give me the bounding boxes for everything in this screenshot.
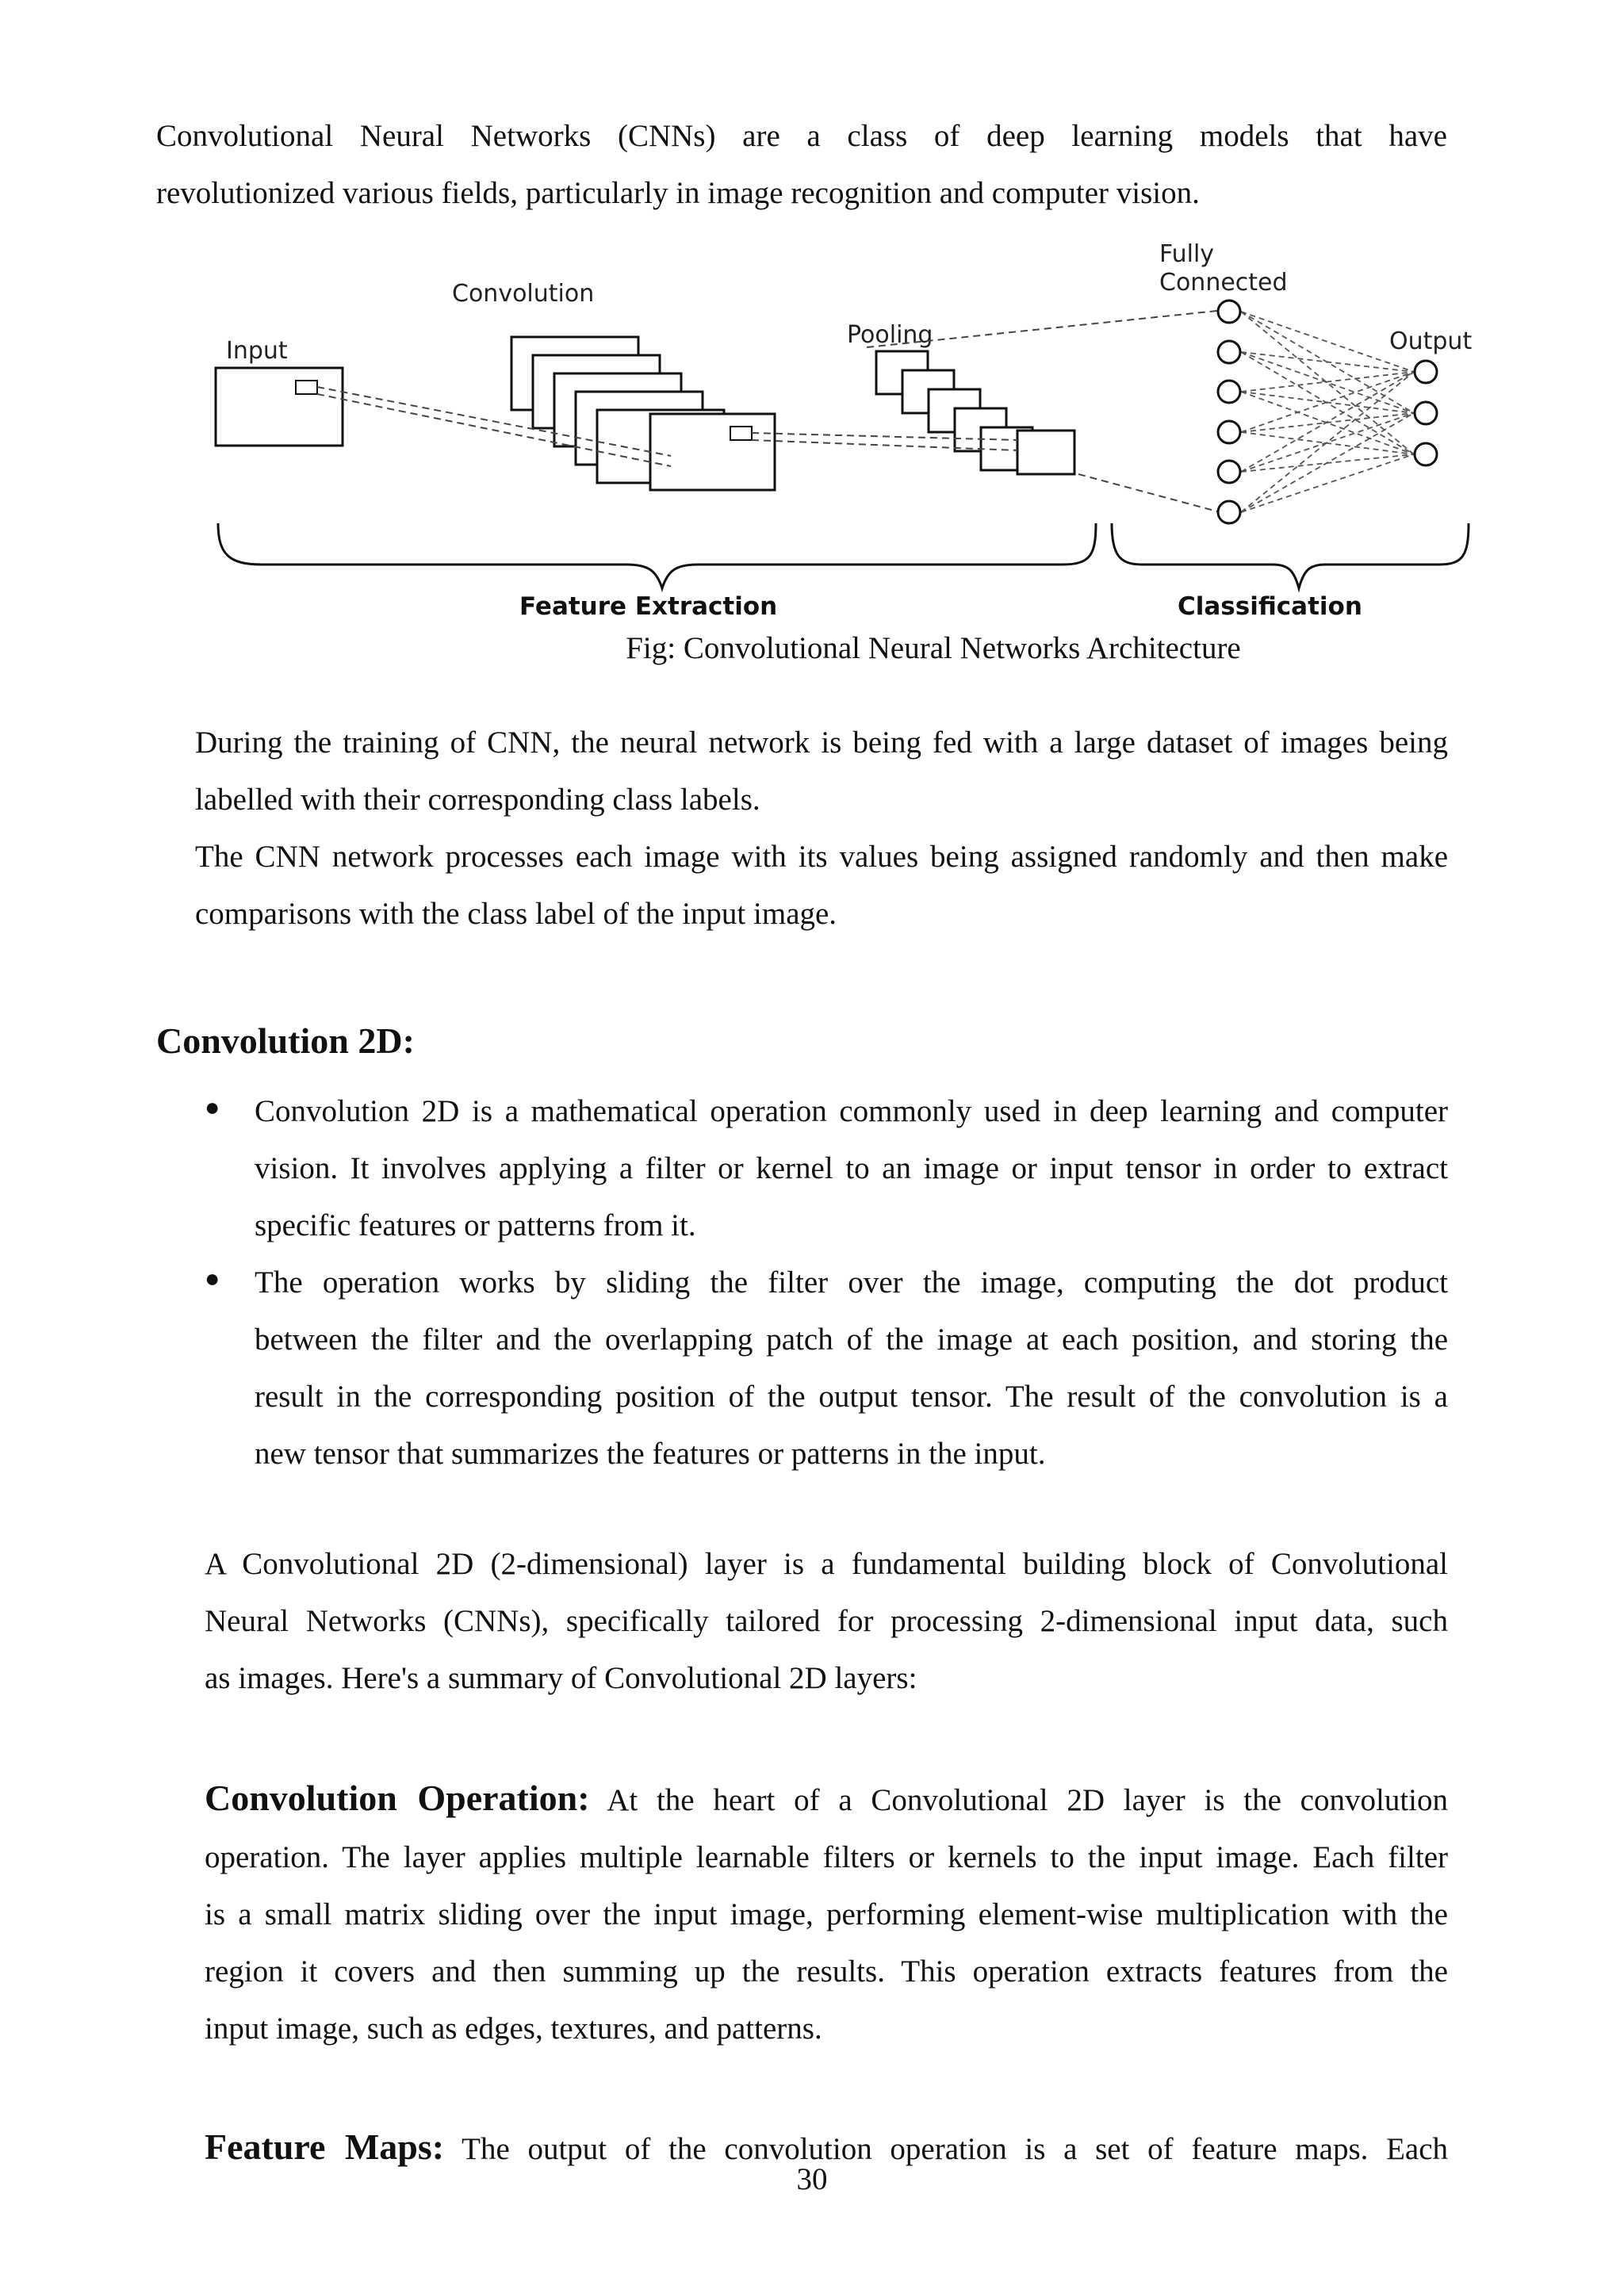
feature-maps-lead: Feature Maps: [205,2126,445,2167]
bullet-item-2 [255,1254,1448,1483]
summary-line-1: A Convolutional 2D (2-dimensional) layer is a fundamental building block of Convolutional [205,1547,1448,1581]
bullet-2-line-3: result in the corresponding position of the output tensor. The result of the convolution is a [255,1380,1448,1414]
fig-output-nodes [1415,361,1437,465]
training-line-4: comparisons with the class label of the input image. [195,897,837,931]
bullet-2-line-4: new tensor that summarizes the features or patterns in the input. [255,1437,1046,1471]
bullet-2-line-1: The operation works by sliding the filter over the image, computing the dot product [255,1265,1448,1300]
fig-label-connected: Connected [1159,269,1288,297]
training-line-1: During the training of CNN, the neural network is being fed with a large dataset of images being [195,725,1448,760]
fig-fc-nodes [1218,301,1240,523]
fig-brace-feature-extraction [218,523,1096,588]
fig-label-output: Output [1389,327,1473,355]
conv-operation-lead: Convolution Operation: [205,1778,590,1818]
fig-input-kernel [296,381,317,394]
fig-convolution-stack [511,337,775,490]
fig-label-pooling: Pooling [847,321,933,349]
intro-line-1: Convolutional Neural Networks (CNNs) are a class of deep learning models that have [156,119,1447,153]
fig-brace-classification [1112,523,1469,588]
fig-conv-kernel [730,427,752,440]
fig-label-classification: Classification [1178,592,1362,621]
training-line-3: The CNN network processes each image with its values being assigned randomly and then make [195,840,1448,874]
bullet-marker-2: ● [205,1264,220,1292]
training-line-2: labelled with their corresponding class labels. [195,783,760,817]
bullet-item-1 [255,1083,1448,1254]
conv-operation-line-1 [205,1770,1448,1829]
bullet-1-line-1: Convolution 2D is a mathematical operation commonly used in deep learning and computer [255,1094,1448,1128]
conv-operation-line-2: operation. The layer applies multiple learnable filters or kernels to the input image. Each filter [205,1840,1448,1874]
section-heading: Convolution 2D: [156,1020,415,1061]
conv-operation-first: At the heart of a Convolutional 2D layer is the convolution [607,1783,1448,1817]
fig-input-box [216,368,343,446]
cnn-architecture-figure [0,0,1624,626]
fig-pooling-stack [876,351,1074,474]
fig-label-feature-extraction: Feature Extraction [519,592,778,621]
bullet-2-line-2: between the filter and the overlapping patch of the image at each position, and storing the [255,1323,1448,1357]
summary-line-3: as images. Here's a summary of Convolutional 2D layers: [205,1661,917,1695]
conv-operation-paragraph [205,1770,1448,2058]
page-number: 30 [796,2162,828,2196]
feature-maps-first: The output of the convolution operation is a set of feature maps. Each [462,2132,1449,2166]
fig-label-convolution: Convolution [452,280,595,308]
training-paragraph [195,714,1448,943]
fig-label-fully: Fully [1159,240,1215,268]
figure-caption [0,630,1624,666]
fig-fc-links [1241,312,1414,512]
bullet-marker-1: ● [205,1093,220,1121]
summary-paragraph [205,1536,1448,1707]
conv-operation-line-4: region it covers and then summing up the results. This operation extracts features from the [205,1954,1448,1989]
bullet-1-line-3: specific features or patterns from it. [255,1208,696,1242]
summary-line-2: Neural Networks (CNNs), specifically tailored for processing 2-dimensional input data, such [205,1604,1448,1638]
intro-line-2: revolutionized various fields, particularly in image recognition and computer vision. [156,176,1200,210]
conv-operation-line-5: input image, such as edges, textures, and patterns. [205,2012,822,2046]
fig-label-input: Input [226,337,288,365]
bullet-1-line-2: vision. It involves applying a filter or kernel to an image or input tensor in order to extract [255,1151,1448,1185]
figure-caption-text: Fig: Convolutional Neural Networks Architecture [626,631,1241,665]
conv-operation-line-3: is a small matrix sliding over the input image, performing element-wise multiplication with the [205,1897,1448,1931]
